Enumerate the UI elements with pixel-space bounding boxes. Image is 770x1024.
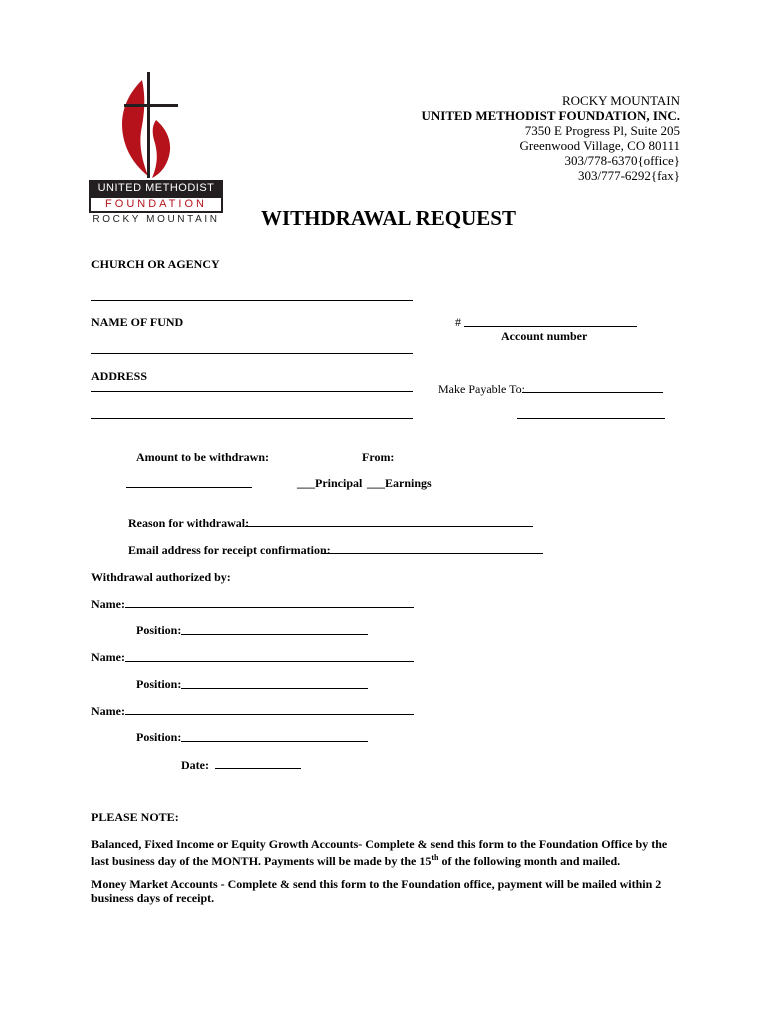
- name-label-3: Name:: [91, 704, 125, 718]
- org-name: UNITED METHODIST FOUNDATION, INC.: [421, 108, 680, 123]
- org-region: ROCKY MOUNTAIN: [561, 93, 680, 108]
- date-field[interactable]: [215, 768, 301, 769]
- fund-name-field[interactable]: [91, 353, 413, 354]
- notes-balanced-text: Balanced, Fixed Income or Equity Growth Accounts- Complete & send this form to the Foundation Office by the last business day of the MONTH. Payments will be made by the 15: [91, 837, 668, 868]
- org-street: 7350 E Progress Pl, Suite 205: [524, 123, 680, 138]
- email-label: Email address for receipt confirmation:: [128, 543, 331, 557]
- name-label-2: Name:: [91, 650, 125, 664]
- org-phone: 303/778-6370{office}: [564, 153, 680, 168]
- notes-balanced-text-end: of the following month and mailed.: [438, 854, 621, 868]
- earnings-option[interactable]: ___Earnings: [367, 476, 432, 490]
- notes-heading: PLEASE NOTE:: [91, 810, 179, 824]
- fund-name-label: NAME OF FUND: [91, 315, 184, 329]
- logo-text-foundation: FOUNDATION: [89, 196, 223, 213]
- position-field-1[interactable]: [181, 634, 368, 635]
- reason-field[interactable]: [245, 526, 533, 527]
- principal-option[interactable]: ___Principal: [297, 476, 363, 490]
- name-field-3[interactable]: [125, 714, 414, 715]
- notes-ordinal: th: [431, 853, 439, 862]
- position-field-3[interactable]: [181, 741, 368, 742]
- payable-to-label: Make Payable To:: [438, 382, 525, 396]
- church-agency-label: CHURCH OR AGENCY: [91, 257, 220, 271]
- position-field-2[interactable]: [181, 688, 368, 689]
- address-field-2[interactable]: [91, 418, 413, 419]
- logo-text-rocky-mountain: ROCKY MOUNTAIN: [92, 214, 220, 225]
- amount-field[interactable]: [126, 487, 252, 488]
- reason-label: Reason for withdrawal:: [128, 516, 250, 530]
- position-label-2: Position:: [136, 677, 182, 691]
- org-fax: 303/777-6292{fax}: [577, 168, 680, 183]
- from-label: From:: [362, 450, 395, 464]
- email-field[interactable]: [321, 553, 543, 554]
- address-label: ADDRESS: [91, 369, 148, 383]
- org-city: Greenwood Village, CO 80111: [519, 138, 680, 153]
- authorized-by-label: Withdrawal authorized by:: [91, 570, 231, 584]
- payable-to-field[interactable]: [522, 392, 663, 393]
- payable-to-field-2[interactable]: [517, 418, 665, 419]
- address-field-1[interactable]: [91, 391, 413, 392]
- account-number-field[interactable]: [464, 326, 637, 327]
- date-label: Date:: [181, 758, 209, 772]
- account-number-label: Account number: [501, 329, 588, 343]
- position-label-1: Position:: [136, 623, 182, 637]
- page-title: WITHDRAWAL REQUEST: [261, 206, 516, 230]
- account-hash: #: [455, 315, 461, 329]
- name-label-1: Name:: [91, 597, 125, 611]
- church-agency-field[interactable]: [91, 300, 413, 301]
- name-field-2[interactable]: [125, 661, 414, 662]
- logo-text-united-methodist: UNITED METHODIST: [89, 180, 223, 196]
- notes-balanced-accounts: [91, 837, 681, 868]
- cross-and-flame-icon: [112, 68, 182, 180]
- notes-money-market: Money Market Accounts - Complete & send this form to the Foundation office, payment will be mailed within 2 business days of receipt.: [91, 877, 662, 905]
- amount-label: Amount to be withdrawn:: [136, 450, 270, 464]
- position-label-3: Position:: [136, 730, 182, 744]
- name-field-1[interactable]: [125, 607, 414, 608]
